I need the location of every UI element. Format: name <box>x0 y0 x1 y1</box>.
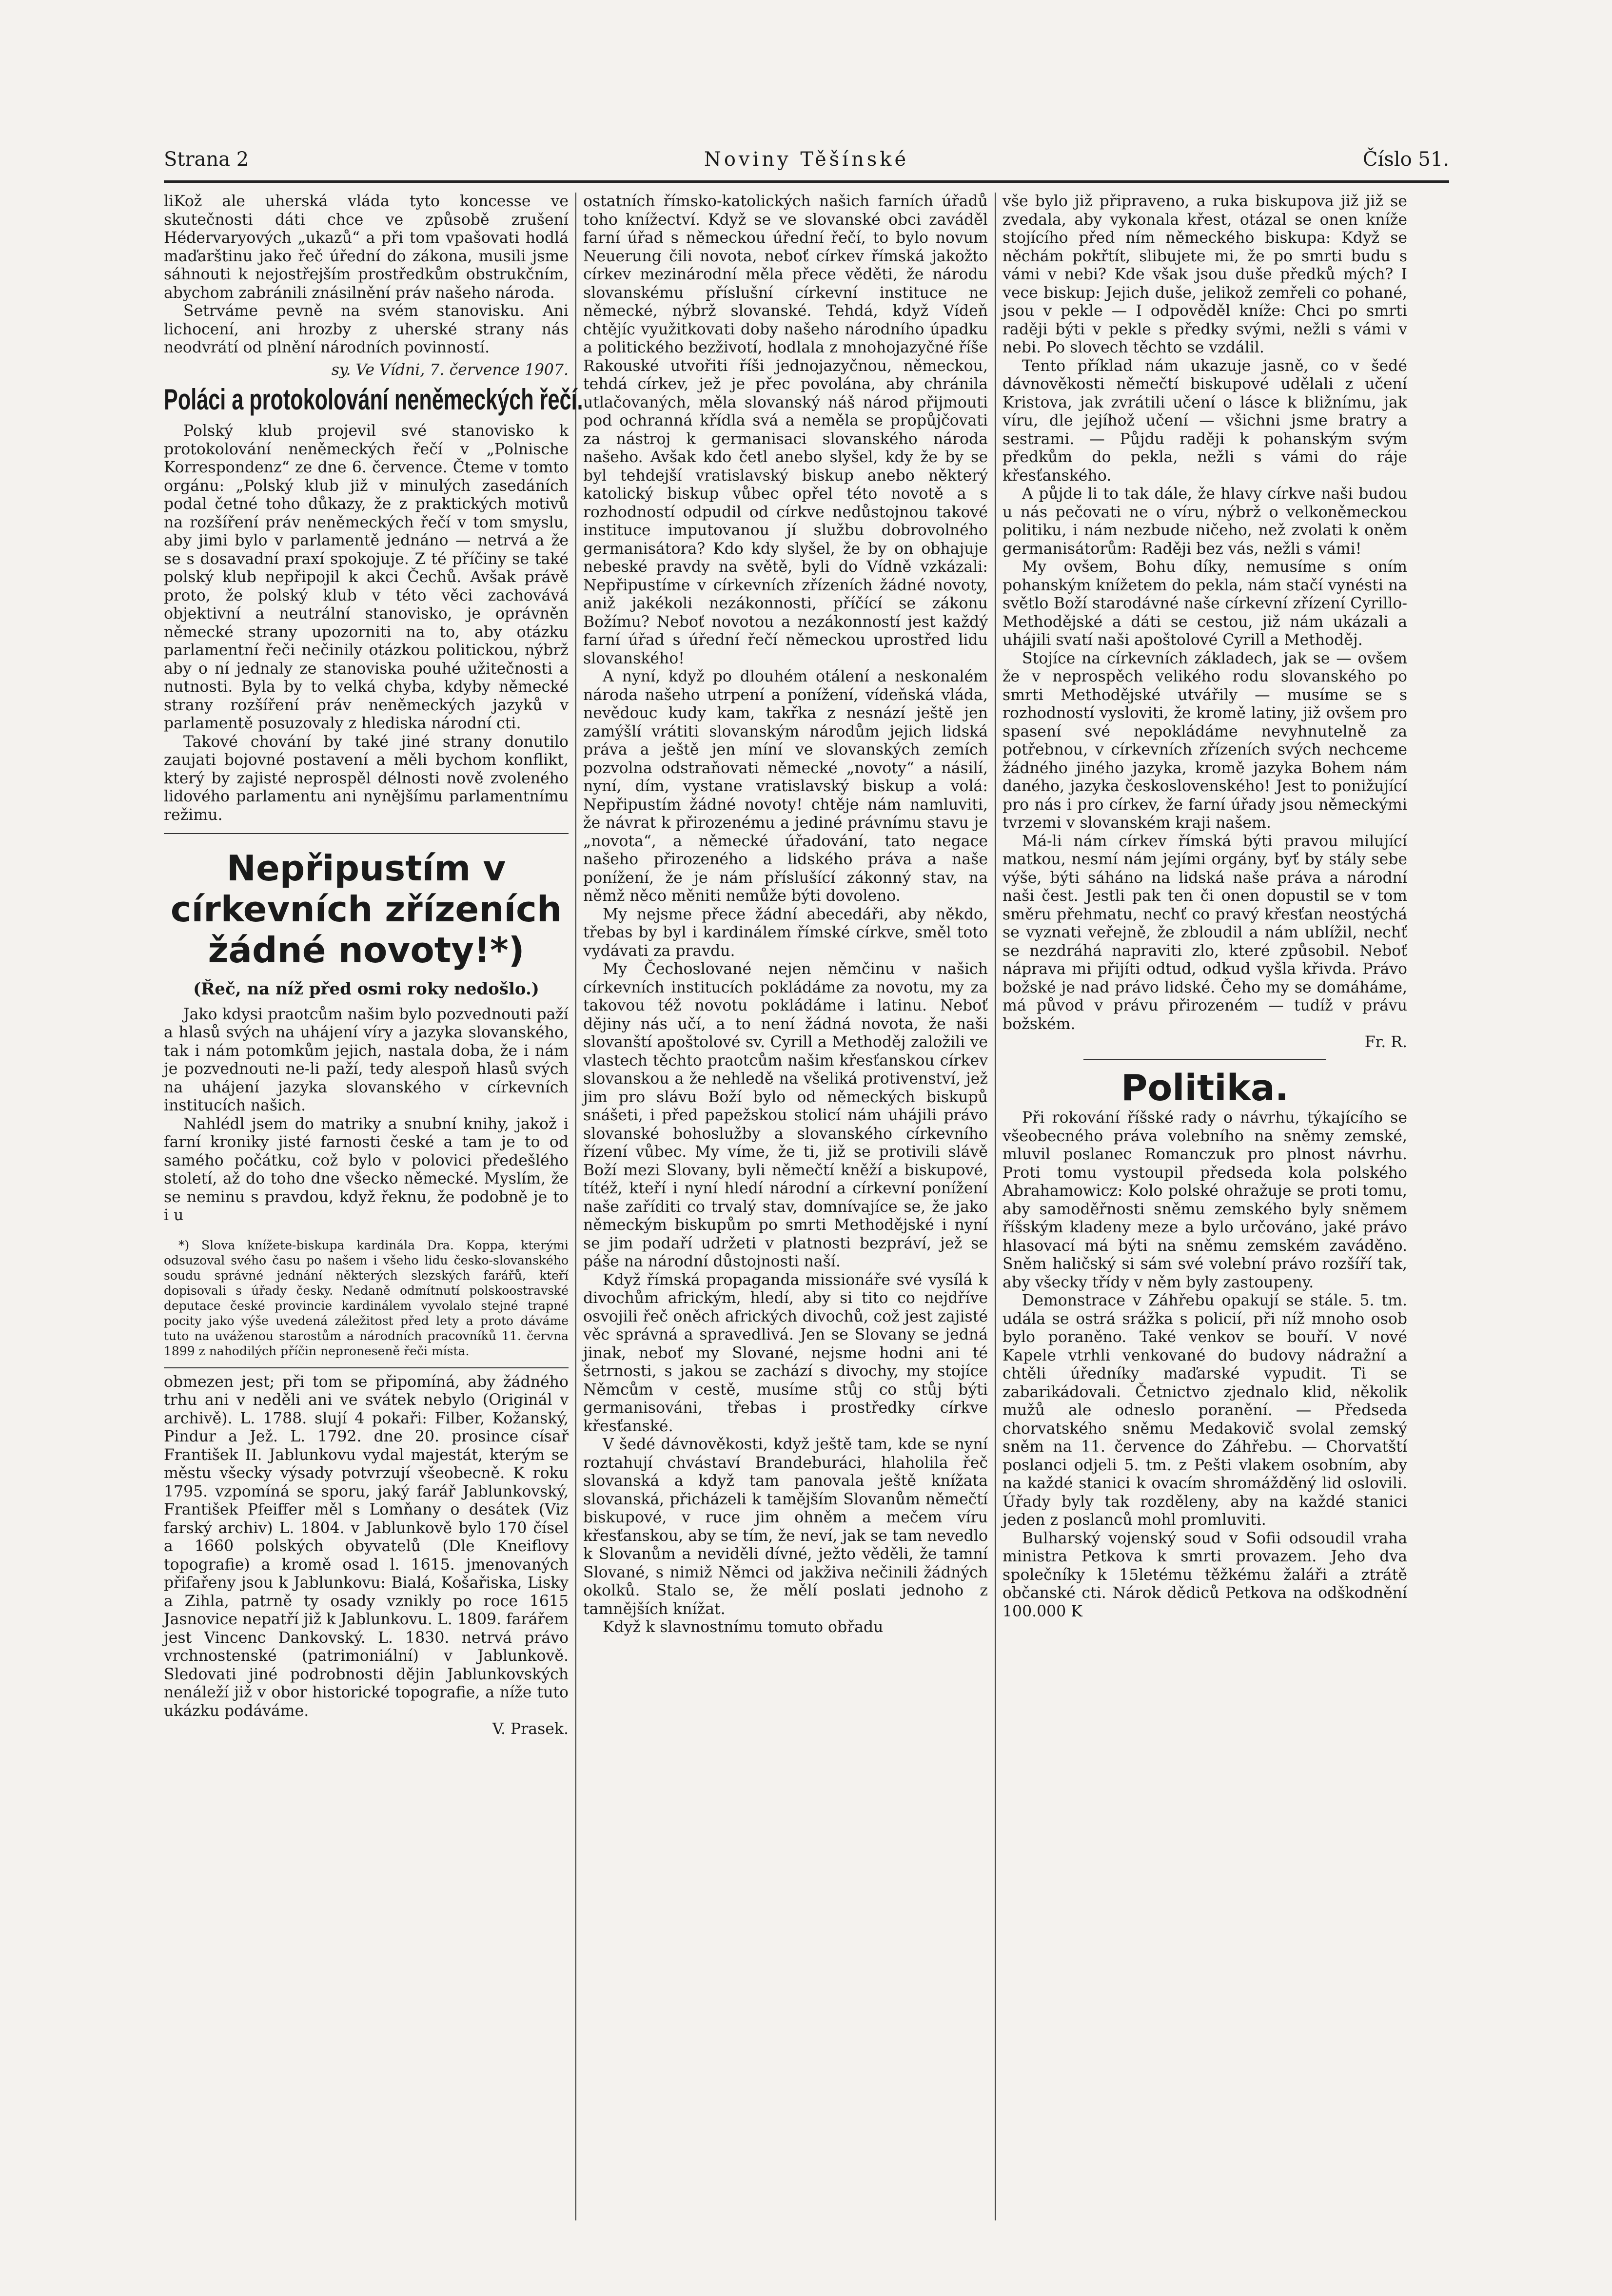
section-rule <box>164 833 569 834</box>
paragraph: Nahlédl jsem do matriky a snubní knihy, jakož i farní kroniky jisté farnosti české a tam je to od samého počátku, což bylo v polovici předešlého století, až do toho dne všecko německé. Myslím, že se neminu s pravdou, když řeknu, že podobně je to i u <box>164 1115 569 1224</box>
paragraph: A nyní, když po dlouhém otálení a neskonalém národa našeho utrpení a ponížení, vídeňská vláda, nevědouc kudy kam, takřka z nesnází ještě jen zamýšlí vrátiti slovanským národům jejich lidská práva a ještě jen míní ve slovanských zemích pozvolna odstraňovati německé „novoty“ a násilí, nyní, dím, vystane vratislavský biskup a volá: Nepřipustím žádné novoty! chtěje nám namluviti, že návrat k přirozenému a jediné právnímu stavu je „novota“, a německé úřadování, tato negace našeho přirozeného a lidského práva a naše ponížení, že je nám příslušící zákonný stav, na němž něco měniti nemůže býti dovoleno. <box>583 668 988 905</box>
paragraph: liKož ale uherská vláda tyto koncesse ve skutečnosti dáti chce ve způsobě zrušení Hédervaryových „ukazů“ a při tom vpašovati hodlá maďarštinu jako řeč úřední do zákona, musili jsme sáhnouti k nejostřejším prostředkům obstrukčním, abychom zabránili znásilnění práv našeho národa. <box>164 193 569 302</box>
paragraph: Bulharský vojenský soud v Sofii odsoudil vraha ministra Petkova k smrti provazem. Jeho dva společníky k 15letému těžkému žaláři a ztrátě občanské cti. Nárok dědiců Petkova na odškodnění 100.000 K <box>1003 1529 1407 1620</box>
paragraph: Jako kdysi praotcům našim bylo pozvednouti paží a hlasů svých na uhájení víry a jazyka slovanského, tak i nám potomkům jejich, nastala doba, že i nám je pozvednouti ne-li paží, tedy alespoň hlasů svých na uhájení jazyka slovanského v církevních institucích našich. <box>164 1005 569 1114</box>
dateline: sy. Ve Vídni, 7. července 1907. <box>331 361 569 379</box>
issue-number: Číslo 51. <box>1362 148 1449 171</box>
page-header <box>164 148 1449 177</box>
paragraph: Polský klub projevil své stanovisko k protokolování neněmeckých řečí v „Polnische Korrespondenz“ ze dne 6. července. Čteme v tomto orgánu: „Polský klub již v minulých zasedáních podal četné toho důkazy, že z praktických motivů na rozšíření práv neněmeckých řečí v tom smyslu, aby jimi bylo v parlamentě jednáno — netrvá a že se s dosavadní praxí spokojuje. Z té příčiny se také polský klub nepřipojil k akci Čechů. Avšak právě proto, že polský klub v této věci zachovává objektivní a neutrální stanovisko, je oprávněn německé strany upozorniti na to, aby otázku parlamentní řeči nečinily otázkou politickou, nýbrž aby o ní jednaly ze stanoviska pouhé užitečnosti a nutnosti. Byla by to velká chyba, kdyby německé strany rozšíření práv neněmeckých jazyků v parlamentě posuzovaly z hlediska národní cti. <box>164 422 569 732</box>
column-divider <box>995 193 996 2220</box>
paragraph: A půjde li to tak dále, že hlavy církve naši budou u nás pečovati ne o víru, nýbrž o velkoněmeckou politiku, i nám nezbude ničeho, než zvolati k oněm germanisátorům: Raději bez vás, nežli s vámi! <box>1003 485 1407 558</box>
section-heading: Politika. <box>1121 1067 1289 1109</box>
paragraph: ostatních římsko-katolických našich farních úřadů toho knížectví. Když se ve slovanské obci zaváděl farní úřad s německou úřední řečí, to bylo novum Neuerung čili novota, neboť církev římská jakožto církev mezinárodní měla přece věděti, že národu slovanskému příslušní církevní instituce ne německé, nýbrž slovanské. Tehdá, když Vídeň chtějíc využitkovati doby našeho národního úpadku a politického bezživotí, hodlala z mnohojazyčné říše Rakouské utvořiti říši jednojazyčnou, německou, tehdá církev, jež je přec povolána, aby chránila utlačovaných, měla slovanský náš národ přijmouti pod ochranná křídla svá a neměla se propůjčovati za nástroj k germanisaci slovanského národa našeho. Avšak kdo četl anebo slyšel, kdy že by se byl tehdejší vratislavský biskup anebo některý katolický biskup vůbec opřel této novotě a s rozhodností odpudil od církve nedůstojnou takové instituce imputovanou jí službu dobrovolného germanisátora? Kdo kdy slyšel, že by on obhajuje nebeské pravdy na světě, byli do Vídně vzkázali: Nepřipustíme v církevních zřízeních žádné novoty, aniž jakékoli nezákonnosti, příčící se zákonu Božímu? Neboť novotou a nezákonností jest každý farní úřad s úřední řečí německou uprostřed lidu slovanského! <box>583 193 988 667</box>
section-rule <box>164 1367 569 1368</box>
column-3 <box>1003 193 1407 1621</box>
paragraph: Tento příklad nám ukazuje jasně, co v šedé dávnověkosti němečtí biskupové udělali z učení Kristova, jak zvrátili učení o lásce k bližnímu, jak víru, dle jejíhož učení — všichni jsme bratry a sestrami. — Půjdu raději k pohanským svým předkům do pekla, nežli s vámi do ráje křesťanského. <box>1003 357 1407 485</box>
paragraph: Demonstrace v Záhřebu opakují se stále. 5. tm. udála se ostrá srážka s policií, při níž mnoho osob bylo poraněno. Také venkov se bouří. V nové Kapele vtrhli venkované do budovy nádražní a chtěli úředníky maďarské vypudit. Ti se zabarikádovali. Četnictvo zjednalo klid, několik mužů ale odneslo poranění. — Předseda chorvatského sněmu Medakovič svolal zemský sněm na 11. července do Záhřebu. — Chorvatští poslanci odjeli 5. tm. z Pešti vlakem osobním, aby na každé stanici k ovacím shromážděný lid oslovili. Úřady byly tak rozděleny, aby na každé stanici jeden z poslanců mohl promluviti. <box>1003 1292 1407 1529</box>
column-divider <box>575 193 576 2220</box>
paragraph: Stojíce na církevních základech, jak se — ovšem že v neprospěch velikého rodu slovanského po smrti Methodějské utvářily — musíme se s rozhodností vysloviti, že kromě latiny, již ovšem pro spasení své nepokládáme nevyhnutelně za potřebnou, v církevních zřízeních svých nechceme žádného jiného jazyka, kromě jazyka Bohem nám daného, jazyka československého! Jest to ponižující pro nás i pro církev, že farní úřady jsou německými tvrzemi v slovanském kraji našem. <box>1003 649 1407 832</box>
column-1 <box>164 193 583 1739</box>
signature: V. Prasek. <box>492 1720 569 1738</box>
paragraph: Setrváme pevně na svém stanovisku. Ani lichocení, ani hrozby z uherské strany nás neodvrátí od plnění národních povinností. <box>164 302 569 356</box>
paragraph: My nejsme přece žádní abecedáři, aby někdo, třebas by byl i kardinálem římské církve, směl toto vydávati za pravdu. <box>583 905 988 960</box>
section-rule <box>1083 1059 1326 1060</box>
paragraph: obmezen jest; při tom se připomíná, aby žádného trhu ani v neděli ani ve svátek nebylo (Originál v archivě). L. 1788. slují 4 pokaři: Filber, Kožanský, Pindur a Jež. L. 1792. dne 20. prosince císař František II. Jablunkovu vydal majestát, kterým se městu všecky výsady potvrzují všeobecně. K roku 1795. vzpomíná se sporu, jaký farář Jablunkovský, František Pfeiffer měl s Lomňany o desátek (Viz farský archiv) L. 1804. v Jablunkově bylo 170 čísel a 1660 polských obyvatelů (Dle Kneiflovy topografie) a kromě osad l. 1615. jmenovaných přifařeny jsou k Jablunkovu: Bialá, Košařiska, Lisky a Zihla, patrně ty osady vznikly po roce 1615 Jasnovice nepatří již k Jablunkovu. L. 1809. farářem jest Vincenc Dankovský. L. 1830. netrvá právo vrchnostenské (patrimoniální) v Jablunkově. Sledovati jiné podrobnosti dějin Jablunkovských nenáleží již v obor historické topografie, a níže tuto ukázku podáváme. <box>164 1373 569 1720</box>
article-title: Nepřipustím v církevních zřízeních žádné novoty!*) <box>170 848 562 971</box>
signature: Fr. R. <box>1364 1033 1407 1051</box>
paragraph: Když římská propaganda missionáře své vysílá k divochům africkým, hledí, aby si tito co nejdříve osvojili řeč oněch afrických divochů, což jest zajisté věc správná a spravedlivá. Jen se Slovany se jedná jinak, neboť my Slované, nejsme hodni ani té šetrnosti, s jakou se zachází s divochy, my stojíce Němcům v cestě, musíme stůj co stůj býti germanisováni, třebas i prostředky církve křesťanské. <box>583 1271 988 1435</box>
paragraph: Takové chování by také jiné strany donutilo zaujati bojovné postavení a měli bychom konflikt, který by zajisté neprospěl délnosti nově zvoleného lidového parlamentu ani nynějšímu parlamentnímu režimu. <box>164 733 569 824</box>
footnote-text: *) Slova knížete-biskupa kardinála Dra. Koppa, kterými odsuzoval svého času po našem i všeho lidu česko-slovanského soudu správné jednání některých slezských farářů, kteří dopisovali s úřady česky. Nedaně odmítnutí polskoostravské deputace české provincie kardinálem vyvolalo stejné trapné pocity jako výše uvedená záležitost před lety a proto dáváme tuto na uváženou starostům a národních pracovníků 11. června 1899 z nahodilých příčin neproneseně řeči místa. <box>164 1238 569 1358</box>
article-heading: Poláci a protokolování neněmeckých řečí. <box>164 383 583 416</box>
header-rule <box>164 180 1449 183</box>
paragraph: My ovšem, Bohu díky, nemusíme s oním pohanským knížetem do pekla, nám stačí vynésti na světlo Boží starodávné naše církevní zřízení Cyrillo-Methodějské a dáti se cestou, již nám ukázali a uhájili svatí naši apoštolové Cyrill a Methoděj. <box>1003 558 1407 649</box>
paragraph: V šedé dávnověkosti, když ještě tam, kde se nyní roztahují chvástaví Brandeburáci, hlaholila řeč slovanská a když tam panovala ještě knížata slovanská, přicházeli k tamějším Slovanům němečtí biskupové, v ruce jim ohněm a mečem víru křesťanskou, aby se tím, že neví, jak se tam nevedlo k Slovanům a neviděli dívné, ježto věděli, že tamní Slované, s nimiž Němci od jakživa nečinili žádných okolků. Stalo se, že mělí poslati jednoho z tamnějších knížat. <box>583 1436 988 1618</box>
paragraph: vše bylo již připraveno, a ruka biskupova již již se zvedala, aby vykonala křest, otázal se onen kníže stojícího před ním německého biskupa: Když se něchám pokřtít, slibujete mi, že po smrti budu s vámi v nebi? Kde však jsou duše předků mých? I vece biskup: Jejich duše, jelikož zemřeli co pohané, jsou v pekle — I odpověděl kníže: Chci po smrti raději býti v pekle s předky svými, nežli s vámi v nebi. Po slovech těchto se vzdálil. <box>1003 193 1407 356</box>
paragraph: My Čechoslované nejen němčinu v našich církevních institucích pokládáme za novotu, my za takovou též novotu pokládáme i latinu. Neboť dějiny nás učí, a to není žádná novota, že naši slovanští apoštolové sv. Cyrill a Methoděj založili ve vlastech těchto praotcům našim křesťanskou církev slovanskou a že nehledě na všeliká protivenství, jež jim pro slávu Boží bylo od německých biskupů snášeti, i před papežskou stolicí nám uhájili právo slovanské bohoslužby a slovanského církevního řízení vůbec. My víme, že ti, již se protivili slávě Boží mezi Slovany, byli němečtí kněží a biskupové, títéž, kteří i nyní hledí národní a církevní ponížení naše zaříditi co trvalý stav, domnívajíce se, že jako německým biskupům po smrti Methodějské i nyní se jim podaří udržeti v platnosti bezpráví, jež se páše na národní důstojnosti naší. <box>583 960 988 1270</box>
footnote <box>164 1238 569 1359</box>
paragraph: Při rokování říšské rady o návrhu, týkajícího se všeobecného práva volebního na sněmy zemské, mluvil poslanec Romanczuk pro plnost návrhu. Proti tomu vystoupil předseda kola polského Abrahamowicz: Kolo polské ohražuje se proti tomu, aby samoděřnosti sněmu zemského byly sněmem říšským kladeny meze a bylo určováno, jaké právo hlasovací má býti na sněmu zemském zaváděno. Sněm haličský si sám své volební právo rozšíří tak, aby všecky třídy v něm byly zastoupeny. <box>1003 1109 1407 1291</box>
column-2 <box>583 193 988 1637</box>
newspaper-title: Noviny Těšínské <box>704 148 909 171</box>
article-subtitle: (Řeč, na níž před osmi roky nedošlo.) <box>193 979 539 999</box>
paragraph: Když k slavnostnímu tomuto obřadu <box>603 1618 884 1636</box>
paragraph: Má-li nám církev římská býti pravou milující matkou, nesmí nám jejími orgány, byť by stály sebe výše, býti sáháno na lidská naše práva a národní naši čest. Jestli pak ten či onen dopustil se v tom směru přehmatu, nechť co pravý křesťan neostýchá se vyznati veřejně, že zbloudil a nám ublížil, nechť se nezdráhá napraviti zlo, které způsobil. Neboť náprava mi přijíti odtud, odkud vyšla křivda. Právo božské je nad právo lidské. Čeho my se domáháme, má původ v právu přirozeném — tudíž v právu božském. <box>1003 832 1407 1033</box>
page-number: Strana 2 <box>164 148 249 171</box>
